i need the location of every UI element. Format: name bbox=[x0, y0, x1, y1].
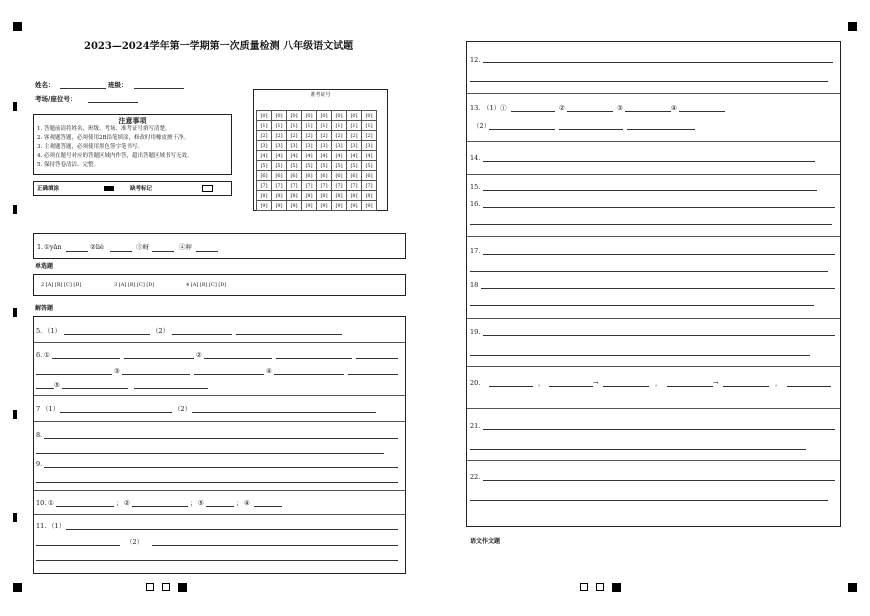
q6-line[interactable] bbox=[124, 358, 194, 359]
ticket-grid-row bbox=[257, 131, 377, 141]
q10-sep: ； bbox=[236, 499, 243, 507]
side-tick bbox=[13, 205, 17, 214]
ticket-digit-cell[interactable]: [3] bbox=[362, 141, 377, 151]
ticket-digit-cell[interactable]: [1] bbox=[272, 121, 287, 131]
q6-line[interactable] bbox=[134, 388, 208, 389]
q19-line[interactable] bbox=[470, 355, 810, 356]
notice-item: 2. 客观题答题，必须使用2B铅笔填涂，修改时用橡皮擦干净。 bbox=[37, 135, 190, 141]
divider bbox=[467, 174, 840, 175]
page-marker-box bbox=[596, 583, 604, 591]
answer-section-label: 解答题 bbox=[35, 305, 54, 312]
ticket-digit-cell[interactable]: [7] bbox=[287, 181, 302, 191]
ticket-digit-cell[interactable]: [0] bbox=[272, 111, 287, 121]
divider bbox=[34, 342, 405, 343]
q6-line[interactable] bbox=[36, 388, 54, 389]
q22-line[interactable] bbox=[483, 480, 835, 481]
q10-sep: ； bbox=[116, 499, 123, 507]
essay-section-label: 语文作文题 bbox=[470, 538, 501, 545]
q18-number: 18 bbox=[470, 281, 479, 289]
ticket-digit-cell[interactable]: [4] bbox=[332, 151, 347, 161]
q1-b: ②liè bbox=[90, 243, 104, 251]
q10-line[interactable] bbox=[132, 506, 188, 507]
ticket-digit-cell[interactable]: [8] bbox=[302, 191, 317, 201]
q10-line[interactable] bbox=[254, 506, 282, 507]
divider bbox=[467, 408, 840, 409]
q7-number: 7 bbox=[36, 405, 41, 413]
notice-box bbox=[33, 114, 232, 175]
q6-line[interactable] bbox=[62, 388, 128, 389]
q5-line[interactable] bbox=[172, 334, 232, 335]
q6-line[interactable] bbox=[122, 374, 190, 375]
corner-marker bbox=[848, 22, 857, 31]
single-choice-box bbox=[33, 274, 406, 296]
q13-part2: （2） bbox=[473, 122, 491, 130]
q6-line[interactable] bbox=[194, 374, 264, 375]
notice-item: 3. 主观题答题，必须使用黑色签字笔书写。 bbox=[37, 144, 143, 150]
q1-d: ④秤 bbox=[179, 243, 192, 251]
notice-item: 1. 答题前请将姓名、班级、考场、准考证号填写清楚。 bbox=[37, 126, 171, 132]
ticket-grid bbox=[256, 110, 377, 211]
single-choice-label: 单选题 bbox=[35, 263, 54, 270]
ticket-digit-cell[interactable]: [8] bbox=[257, 191, 272, 201]
corner-marker bbox=[178, 583, 187, 592]
ticket-digit-cell[interactable]: [7] bbox=[302, 181, 317, 191]
ticket-digit-cell[interactable]: [3] bbox=[302, 141, 317, 151]
ticket-number-box bbox=[253, 89, 388, 211]
page-marker-box bbox=[162, 583, 170, 591]
ticket-digit-cell[interactable]: [7] bbox=[362, 181, 377, 191]
notice-item: 4. 必须在题号对应的答题区域内作答，超出答题区域书写无效。 bbox=[37, 153, 193, 159]
q8-number: 8. bbox=[36, 431, 43, 439]
ticket-digit-cell[interactable]: [1] bbox=[317, 121, 332, 131]
ticket-digit-cell[interactable]: [6] bbox=[302, 171, 317, 181]
ticket-digit-cell[interactable]: [9] bbox=[347, 201, 362, 211]
notice-title: 注意事项 bbox=[118, 116, 147, 125]
q16-line[interactable] bbox=[483, 207, 835, 208]
divider bbox=[467, 141, 840, 142]
divider bbox=[467, 460, 840, 461]
q1-number: 1. bbox=[37, 243, 44, 251]
q22-line[interactable] bbox=[470, 500, 828, 501]
q13-number: 13. bbox=[470, 104, 481, 112]
correct-fill-label: 正确填涂 bbox=[37, 186, 60, 192]
q1-a-line[interactable] bbox=[66, 251, 88, 252]
ticket-digit-cell[interactable]: [8] bbox=[287, 191, 302, 201]
q11-line[interactable] bbox=[152, 545, 398, 546]
q6-line[interactable] bbox=[276, 358, 352, 359]
ticket-digit-cell[interactable]: [5] bbox=[302, 161, 317, 171]
q1-a: ①yǎn bbox=[44, 243, 62, 251]
right-answer-box bbox=[466, 41, 841, 527]
q5-part1: （1） bbox=[44, 327, 62, 335]
corner-marker bbox=[13, 22, 22, 31]
q6-number: 6. bbox=[36, 351, 43, 359]
ticket-digit-cell[interactable]: [0] bbox=[257, 111, 272, 121]
ticket-digit-cell[interactable]: [9] bbox=[272, 201, 287, 211]
ticket-digit-cell[interactable]: [1] bbox=[302, 121, 317, 131]
q1-b-line[interactable] bbox=[110, 251, 132, 252]
q6-line[interactable] bbox=[52, 358, 120, 359]
page-marker-box bbox=[146, 583, 154, 591]
q1-d-line[interactable] bbox=[196, 251, 218, 252]
ticket-digit-cell[interactable]: [6] bbox=[332, 171, 347, 181]
ticket-digit-cell[interactable]: [4] bbox=[347, 151, 362, 161]
q13-line[interactable] bbox=[511, 111, 555, 112]
ticket-digit-cell[interactable]: [6] bbox=[317, 171, 332, 181]
ticket-grid-row bbox=[257, 111, 377, 121]
ticket-digit-cell[interactable]: [2] bbox=[257, 131, 272, 141]
q6-line[interactable] bbox=[348, 374, 398, 375]
q20-comma: ， bbox=[538, 379, 545, 387]
ticket-digit-cell[interactable]: [0] bbox=[362, 111, 377, 121]
q11-line[interactable] bbox=[36, 560, 398, 561]
ticket-digit-cell[interactable]: [4] bbox=[362, 151, 377, 161]
q5-line[interactable] bbox=[236, 334, 342, 335]
q10-c3: ⑤ bbox=[198, 499, 204, 507]
ticket-grid-row bbox=[257, 161, 377, 171]
ticket-digit-cell[interactable]: [5] bbox=[347, 161, 362, 171]
side-tick bbox=[13, 102, 17, 111]
ticket-digit-cell[interactable]: [1] bbox=[332, 121, 347, 131]
ticket-digit-cell[interactable]: [3] bbox=[257, 141, 272, 151]
ticket-digit-cell[interactable]: [8] bbox=[317, 191, 332, 201]
q20-arrow: → bbox=[593, 379, 599, 387]
divider bbox=[34, 421, 405, 422]
ticket-digit-cell[interactable]: [1] bbox=[347, 121, 362, 131]
ticket-digit-cell[interactable]: [3] bbox=[332, 141, 347, 151]
ticket-digit-cell[interactable]: [6] bbox=[362, 171, 377, 181]
q15-line[interactable] bbox=[483, 190, 817, 191]
ticket-digit-cell[interactable]: [8] bbox=[362, 191, 377, 201]
q12-line[interactable] bbox=[483, 62, 833, 63]
ticket-digit-cell[interactable]: [2] bbox=[302, 131, 317, 141]
ticket-digit-cell[interactable]: [3] bbox=[347, 141, 362, 151]
ticket-digit-cell[interactable]: [1] bbox=[257, 121, 272, 131]
q11-number: 11. bbox=[36, 522, 47, 530]
q10-sep: ； bbox=[190, 499, 197, 507]
ticket-digit-cell[interactable]: [0] bbox=[287, 111, 302, 121]
q13-c4: ④ bbox=[671, 104, 677, 112]
ticket-digit-cell[interactable]: [5] bbox=[317, 161, 332, 171]
ticket-digit-cell[interactable]: [2] bbox=[272, 131, 287, 141]
q20-number: 20. bbox=[470, 379, 481, 387]
ticket-digit-cell[interactable]: [4] bbox=[287, 151, 302, 161]
ticket-digit-cell[interactable]: [3] bbox=[317, 141, 332, 151]
divider bbox=[467, 93, 840, 94]
side-tick bbox=[13, 513, 17, 522]
ticket-digit-cell[interactable]: [9] bbox=[332, 201, 347, 211]
q20-line[interactable] bbox=[549, 386, 593, 387]
q10-line[interactable] bbox=[206, 506, 234, 507]
q20-line[interactable] bbox=[603, 386, 649, 387]
q20-line[interactable] bbox=[787, 386, 831, 387]
ticket-digit-cell[interactable]: [5] bbox=[287, 161, 302, 171]
q6-line[interactable] bbox=[36, 374, 112, 375]
q17-line[interactable] bbox=[470, 271, 828, 272]
ticket-digit-cell[interactable]: [4] bbox=[257, 151, 272, 161]
q7-line[interactable] bbox=[60, 412, 172, 413]
q11-line[interactable] bbox=[36, 545, 120, 546]
ticket-digit-cell[interactable]: [7] bbox=[272, 181, 287, 191]
q5-line[interactable] bbox=[64, 334, 150, 335]
ticket-label: 准考证号 bbox=[310, 92, 331, 98]
q20-line[interactable] bbox=[489, 386, 533, 387]
q8-line[interactable] bbox=[36, 453, 384, 454]
divider bbox=[467, 236, 840, 237]
q6-c4: ④ bbox=[266, 367, 272, 375]
ticket-grid-row bbox=[257, 151, 377, 161]
absent-checkbox[interactable] bbox=[202, 185, 213, 192]
q14-line[interactable] bbox=[483, 161, 815, 162]
q20-comma: ， bbox=[775, 379, 782, 387]
q6-line[interactable] bbox=[274, 374, 344, 375]
ticket-digit-cell[interactable]: [6] bbox=[287, 171, 302, 181]
ticket-digit-cell[interactable]: [6] bbox=[257, 171, 272, 181]
q21-number: 21. bbox=[470, 422, 481, 430]
ticket-digit-cell[interactable]: [9] bbox=[362, 201, 377, 211]
ticket-digit-cell[interactable]: [9] bbox=[287, 201, 302, 211]
q11-part2: （2） bbox=[126, 538, 144, 546]
q13-line[interactable] bbox=[679, 111, 725, 112]
q11-part1: （1） bbox=[48, 522, 66, 530]
q13-line[interactable] bbox=[627, 129, 695, 130]
divider bbox=[467, 318, 840, 319]
q12-number: 12. bbox=[470, 56, 481, 64]
q6-c2: ② bbox=[196, 351, 202, 359]
ticket-digit-cell[interactable]: [2] bbox=[347, 131, 362, 141]
q19-line[interactable] bbox=[483, 335, 835, 336]
room-label: 考场/座位号： bbox=[35, 95, 77, 103]
q5-number: 5. bbox=[36, 327, 43, 335]
ticket-grid-row bbox=[257, 191, 377, 201]
q22-number: 22. bbox=[470, 473, 481, 481]
class-label: 班级： bbox=[108, 81, 128, 89]
q13-part1: （1）① bbox=[483, 104, 507, 112]
corner-marker bbox=[848, 583, 857, 592]
q20-line[interactable] bbox=[723, 386, 769, 387]
ticket-digit-cell[interactable]: [1] bbox=[287, 121, 302, 131]
ticket-digit-cell[interactable]: [7] bbox=[317, 181, 332, 191]
q16-number: 16. bbox=[470, 200, 481, 208]
q6-c1: ① bbox=[44, 351, 50, 359]
q7-part1: （1） bbox=[42, 405, 60, 413]
ticket-digit-cell[interactable]: [7] bbox=[347, 181, 362, 191]
left-answer-box bbox=[33, 316, 406, 574]
ticket-digit-cell[interactable]: [1] bbox=[362, 121, 377, 131]
q18-line[interactable] bbox=[470, 305, 814, 306]
ticket-digit-cell[interactable]: [0] bbox=[317, 111, 332, 121]
corner-marker bbox=[612, 583, 621, 592]
ticket-digit-cell[interactable]: [0] bbox=[302, 111, 317, 121]
absent-mark-label: 缺考标记 bbox=[130, 186, 153, 192]
corner-marker bbox=[13, 583, 22, 592]
q8-line[interactable] bbox=[44, 438, 398, 439]
q20-arrow: → bbox=[713, 379, 719, 387]
ticket-grid-row bbox=[257, 141, 377, 151]
room-line[interactable] bbox=[88, 102, 138, 103]
q6-line[interactable] bbox=[204, 358, 272, 359]
q1-c: ③岈 bbox=[136, 243, 149, 251]
q9-number: 9. bbox=[36, 460, 43, 468]
name-label: 姓名： bbox=[35, 81, 55, 89]
q7-line[interactable] bbox=[192, 412, 376, 413]
q21-line[interactable] bbox=[483, 429, 835, 430]
ticket-digit-cell[interactable]: [3] bbox=[272, 141, 287, 151]
q16-line[interactable] bbox=[470, 224, 832, 225]
ticket-digit-cell[interactable]: [7] bbox=[257, 181, 272, 191]
q5-part2: （2） bbox=[152, 327, 170, 335]
q15-number: 15. bbox=[470, 183, 481, 191]
ticket-digit-cell[interactable]: [2] bbox=[332, 131, 347, 141]
filled-mark-icon bbox=[104, 186, 114, 191]
q21-line[interactable] bbox=[470, 449, 806, 450]
ticket-digit-cell[interactable]: [3] bbox=[287, 141, 302, 151]
ticket-digit-cell[interactable]: [2] bbox=[317, 131, 332, 141]
ticket-digit-cell[interactable]: [6] bbox=[272, 171, 287, 181]
q20-line[interactable] bbox=[667, 386, 713, 387]
q14-number: 14. bbox=[470, 154, 481, 162]
ticket-digit-cell[interactable]: [7] bbox=[332, 181, 347, 191]
q19-number: 19. bbox=[470, 328, 481, 336]
q6-c5: ⑤ bbox=[54, 381, 60, 389]
q17-line[interactable] bbox=[483, 254, 835, 255]
notice-item: 5. 保持答卷清洁、完整。 bbox=[37, 162, 99, 168]
fill-example-box bbox=[33, 181, 232, 196]
q13-c2: ② bbox=[559, 104, 565, 112]
ticket-digit-cell[interactable]: [8] bbox=[272, 191, 287, 201]
ticket-digit-cell[interactable]: [5] bbox=[332, 161, 347, 171]
page-title: 2023—2024学年第一学期第一次质量检测 八年级语文试题 bbox=[84, 41, 354, 52]
ticket-digit-cell[interactable]: [9] bbox=[317, 201, 332, 211]
q6-c3: ③ bbox=[114, 367, 120, 375]
ticket-grid-row bbox=[257, 121, 377, 131]
page-marker-box bbox=[580, 583, 588, 591]
ticket-digit-cell[interactable]: [9] bbox=[257, 201, 272, 211]
ticket-digit-cell[interactable]: [5] bbox=[272, 161, 287, 171]
ticket-grid-row bbox=[257, 201, 377, 211]
q1-c-line[interactable] bbox=[152, 251, 174, 252]
q13-line[interactable] bbox=[489, 129, 555, 130]
ticket-grid-row bbox=[257, 181, 377, 191]
divider bbox=[34, 395, 405, 396]
q18-line[interactable] bbox=[481, 288, 835, 289]
q6-line[interactable] bbox=[356, 358, 398, 359]
q9-line[interactable] bbox=[44, 467, 398, 468]
q13-line[interactable] bbox=[567, 111, 613, 112]
name-line[interactable] bbox=[60, 88, 106, 89]
divider bbox=[34, 514, 405, 515]
q12-line[interactable] bbox=[470, 81, 828, 82]
q10-c4: ④ bbox=[244, 499, 250, 507]
ticket-digit-cell[interactable]: [9] bbox=[302, 201, 317, 211]
ticket-digit-cell[interactable]: [8] bbox=[332, 191, 347, 201]
q10-number: 10. bbox=[36, 499, 47, 507]
q10-c1: ① bbox=[48, 499, 54, 507]
ticket-digit-cell[interactable]: [4] bbox=[302, 151, 317, 161]
class-line[interactable] bbox=[134, 88, 184, 89]
q17-number: 17. bbox=[470, 247, 481, 255]
side-tick bbox=[13, 410, 17, 419]
ticket-digit-cell[interactable]: [2] bbox=[362, 131, 377, 141]
ticket-digit-cell[interactable]: [6] bbox=[347, 171, 362, 181]
ticket-digit-cell[interactable]: [5] bbox=[257, 161, 272, 171]
q10-c2: ② bbox=[124, 499, 130, 507]
ticket-digit-cell[interactable]: [4] bbox=[317, 151, 332, 161]
choice-row[interactable]: 4 [A] [B] [C] [D] bbox=[186, 282, 227, 288]
q13-line[interactable] bbox=[625, 111, 671, 112]
choice-row[interactable]: 2 [A] [B] [C] [D] bbox=[41, 282, 82, 288]
ticket-grid-row bbox=[257, 171, 377, 181]
q13-c3: ③ bbox=[617, 104, 623, 112]
ticket-digit-cell[interactable]: [5] bbox=[362, 161, 377, 171]
q13-line[interactable] bbox=[559, 129, 623, 130]
q9-line[interactable] bbox=[36, 482, 398, 483]
ticket-digit-cell[interactable]: [4] bbox=[272, 151, 287, 161]
ticket-digit-cell[interactable]: [8] bbox=[347, 191, 362, 201]
ticket-digit-cell[interactable]: [0] bbox=[332, 111, 347, 121]
q10-line[interactable] bbox=[56, 506, 114, 507]
divider bbox=[34, 490, 405, 491]
choice-row[interactable]: 3 [A] [B] [C] [D] bbox=[114, 282, 155, 288]
divider bbox=[467, 366, 840, 367]
ticket-digit-cell[interactable]: [0] bbox=[347, 111, 362, 121]
q20-comma: ， bbox=[655, 379, 662, 387]
ticket-digit-cell[interactable]: [2] bbox=[287, 131, 302, 141]
q7-part2: （2） bbox=[174, 405, 192, 413]
q11-line[interactable] bbox=[66, 529, 398, 530]
q1-box bbox=[33, 233, 406, 259]
side-tick bbox=[13, 308, 17, 317]
